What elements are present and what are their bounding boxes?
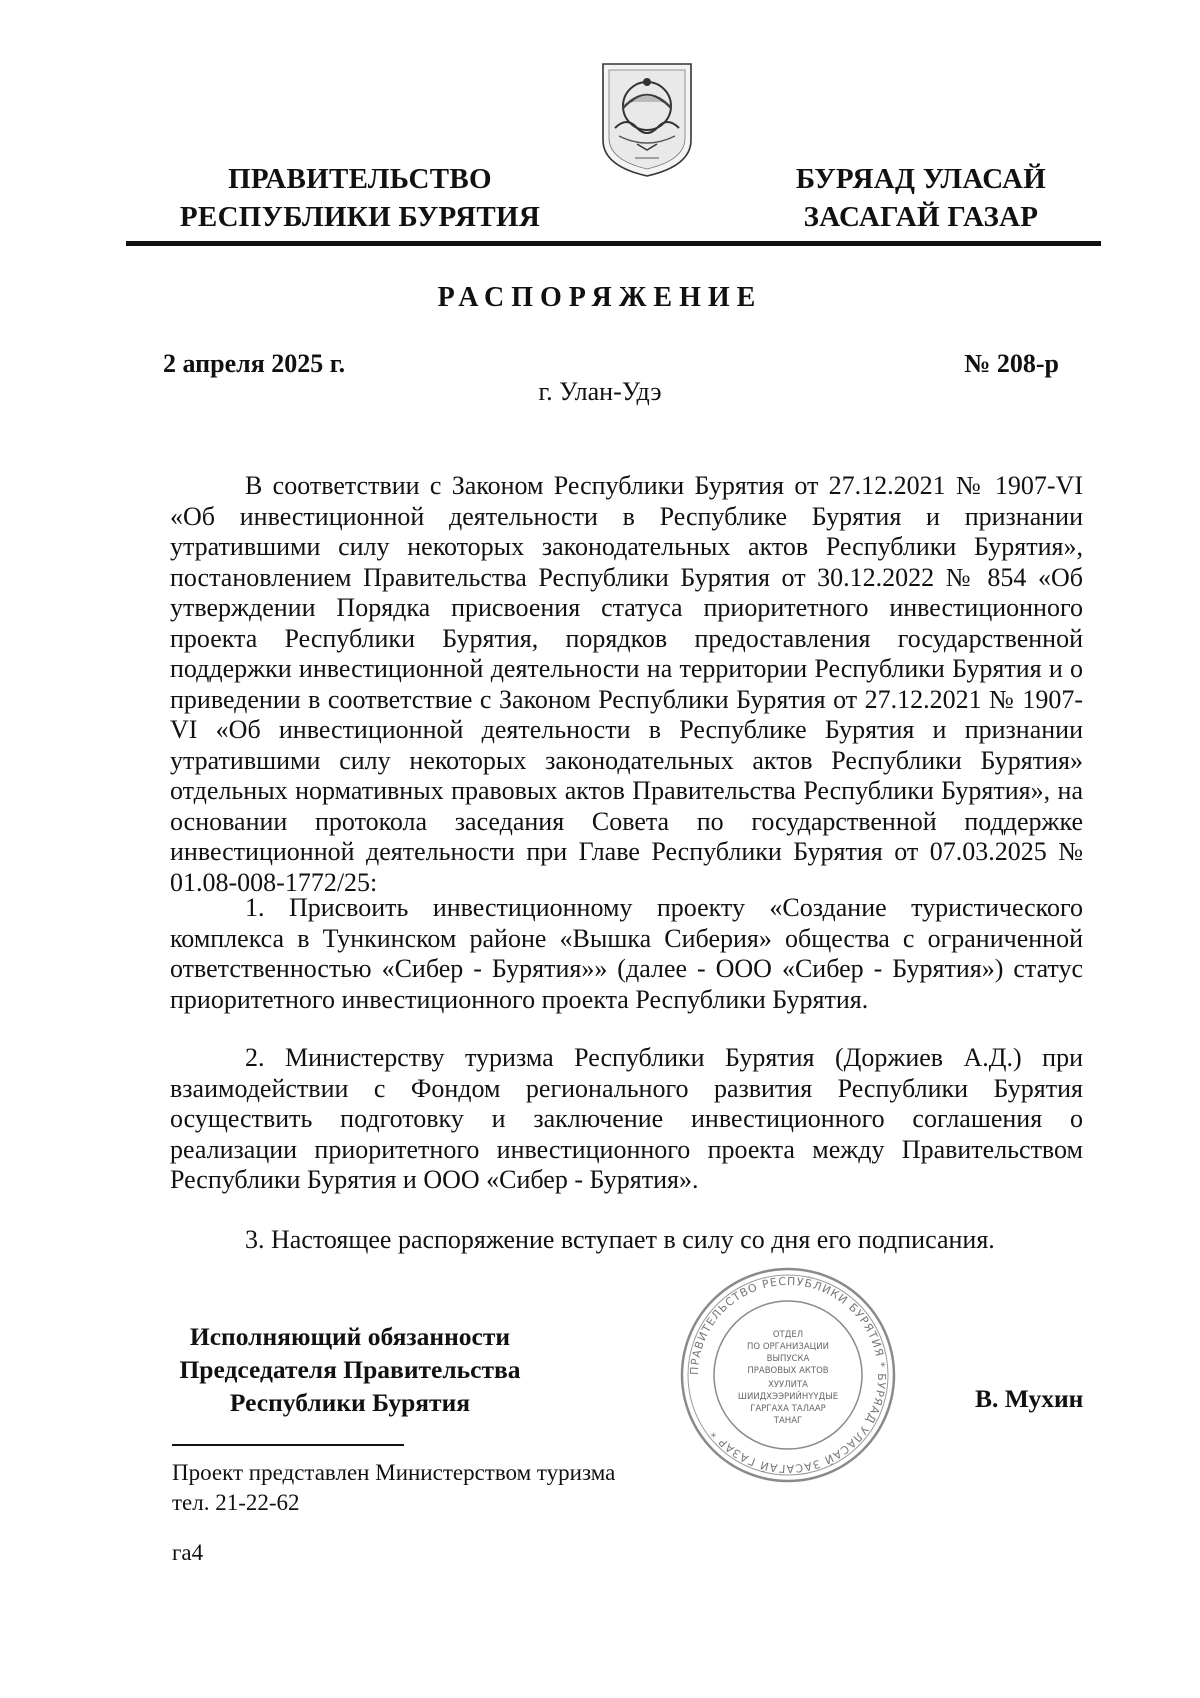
signatory-position-line-1: Исполняющий обязанности [189, 1322, 511, 1351]
signatory-position [140, 1320, 560, 1419]
seal-line-1: ОТДЕЛ [772, 1330, 804, 1340]
document-date: 2 апреля 2025 г. [163, 349, 346, 378]
clause-3-paragraph [170, 1225, 1083, 1256]
header-right-line-1: БУРЯАД УЛАСАЙ [795, 163, 1047, 195]
government-name-buryat [711, 160, 1131, 236]
government-name-russian [150, 160, 570, 236]
clause-3-text: 3. Настоящее распоряжение вступает в силу со дня его подписания. [245, 1225, 995, 1254]
clause-2-paragraph [170, 1043, 1083, 1196]
header-right-line-2: ЗАСАГАЙ ГАЗАР [803, 201, 1039, 233]
footer-divider [172, 1444, 404, 1446]
seal-line-6: ШИИДХЭЭРИЙНҮҮДЫЕ [737, 1392, 839, 1402]
clause-1-paragraph [170, 893, 1083, 1015]
seal-line-8: ТАНАГ [773, 1416, 803, 1426]
signatory-name: В. Мухин [975, 1384, 1084, 1413]
coat-of-arms-emblem [597, 58, 697, 180]
document-city: г. Улан-Удэ [538, 377, 662, 406]
contact-phone: тел. 21-22-62 [172, 1490, 300, 1515]
seal-line-7: ГАРГАХА ТАЛААР [750, 1404, 826, 1414]
preamble-paragraph [170, 471, 1083, 898]
official-seal-stamp [678, 1265, 898, 1485]
document-code: га4 [172, 1540, 204, 1565]
header-left-line-2: РЕСПУБЛИКИ БУРЯТИЯ [179, 201, 541, 233]
seal-ring-text: ПРАВИТЕЛЬСТВО РЕСПУБЛИКИ БУРЯТИЯ * БУРЯАД УЛАСАЙ ЗАСАГАЙ ГАЗАР * [687, 1274, 889, 1476]
document-number: № 208-р [964, 349, 1059, 378]
clause-2-text: 2. Министерству туризма Республики Бурятия (Доржиев А.Д.) при взаимодействии с Фондом регионального развития Республики Бурятия осуществить подготовку и заключение инвестиционного соглашения о реализации приоритетного инвестиционного проекта между Правительством Республики Бурятия и ООО «Сибер - Бурятия». [170, 1043, 1083, 1194]
header-left-line-1: ПРАВИТЕЛЬСТВО [228, 163, 492, 195]
seal-line-4: ПРАВОВЫХ АКТОВ [747, 1366, 829, 1376]
seal-line-5: ХУУЛИТА [768, 1380, 808, 1390]
project-submitted-by: Проект представлен Министерством туризма [172, 1460, 616, 1485]
clause-1-text: 1. Присвоить инвестиционному проекту «Создание туристического комплекса в Тункинском районе «Вышка Сиберия» общества с ограниченной ответственностью «Сибер - Бурятия»» (далее - ООО «Сибер - Бурятия») статус приоритетного инвестиционного проекта Республики Бурятия. [170, 893, 1083, 1014]
preamble-text: В соответствии с Законом Республики Бурятия от 27.12.2021 № 1907-VI «Об инвестиционной деятельности в Республике Бурятия и признании утратившими силу некоторых законодательных актов Республики Бурятия», постановлением Правительства Республики Бурятия от 30.12.2022 № 854 «Об утверждении Порядка присвоения статуса приоритетного инвестиционного проекта Республики Бурятия, порядков предоставления государственной поддержки инвестиционной деятельности на территории Республики Бурятия и о приведении в соответствие с Законом Республики Бурятия от 27.12.2021 № 1907-VI «Об инвестиционной деятельности в Республике Бурятия и признании утратившими силу некоторых законодательных актов Республики Бурятия» отдельных нормативных правовых актов Правительства Республики Бурятия», на основании протокола заседания Совета по государственной поддержке инвестиционной деятельности при Главе Республики Бурятия от 07.03.2025 № 01.08-008-1772/25: [170, 471, 1083, 897]
seal-line-2: ПО ОРГАНИЗАЦИИ [747, 1342, 829, 1352]
seal-line-3: ВЫПУСКА [766, 1354, 810, 1364]
header-divider [126, 241, 1101, 246]
signatory-position-line-3: Республики Бурятия [229, 1388, 471, 1417]
project-note [172, 1458, 615, 1518]
document-title: РАСПОРЯЖЕНИЕ [437, 282, 763, 313]
signatory-position-line-2: Председателя Правительства [179, 1355, 521, 1384]
